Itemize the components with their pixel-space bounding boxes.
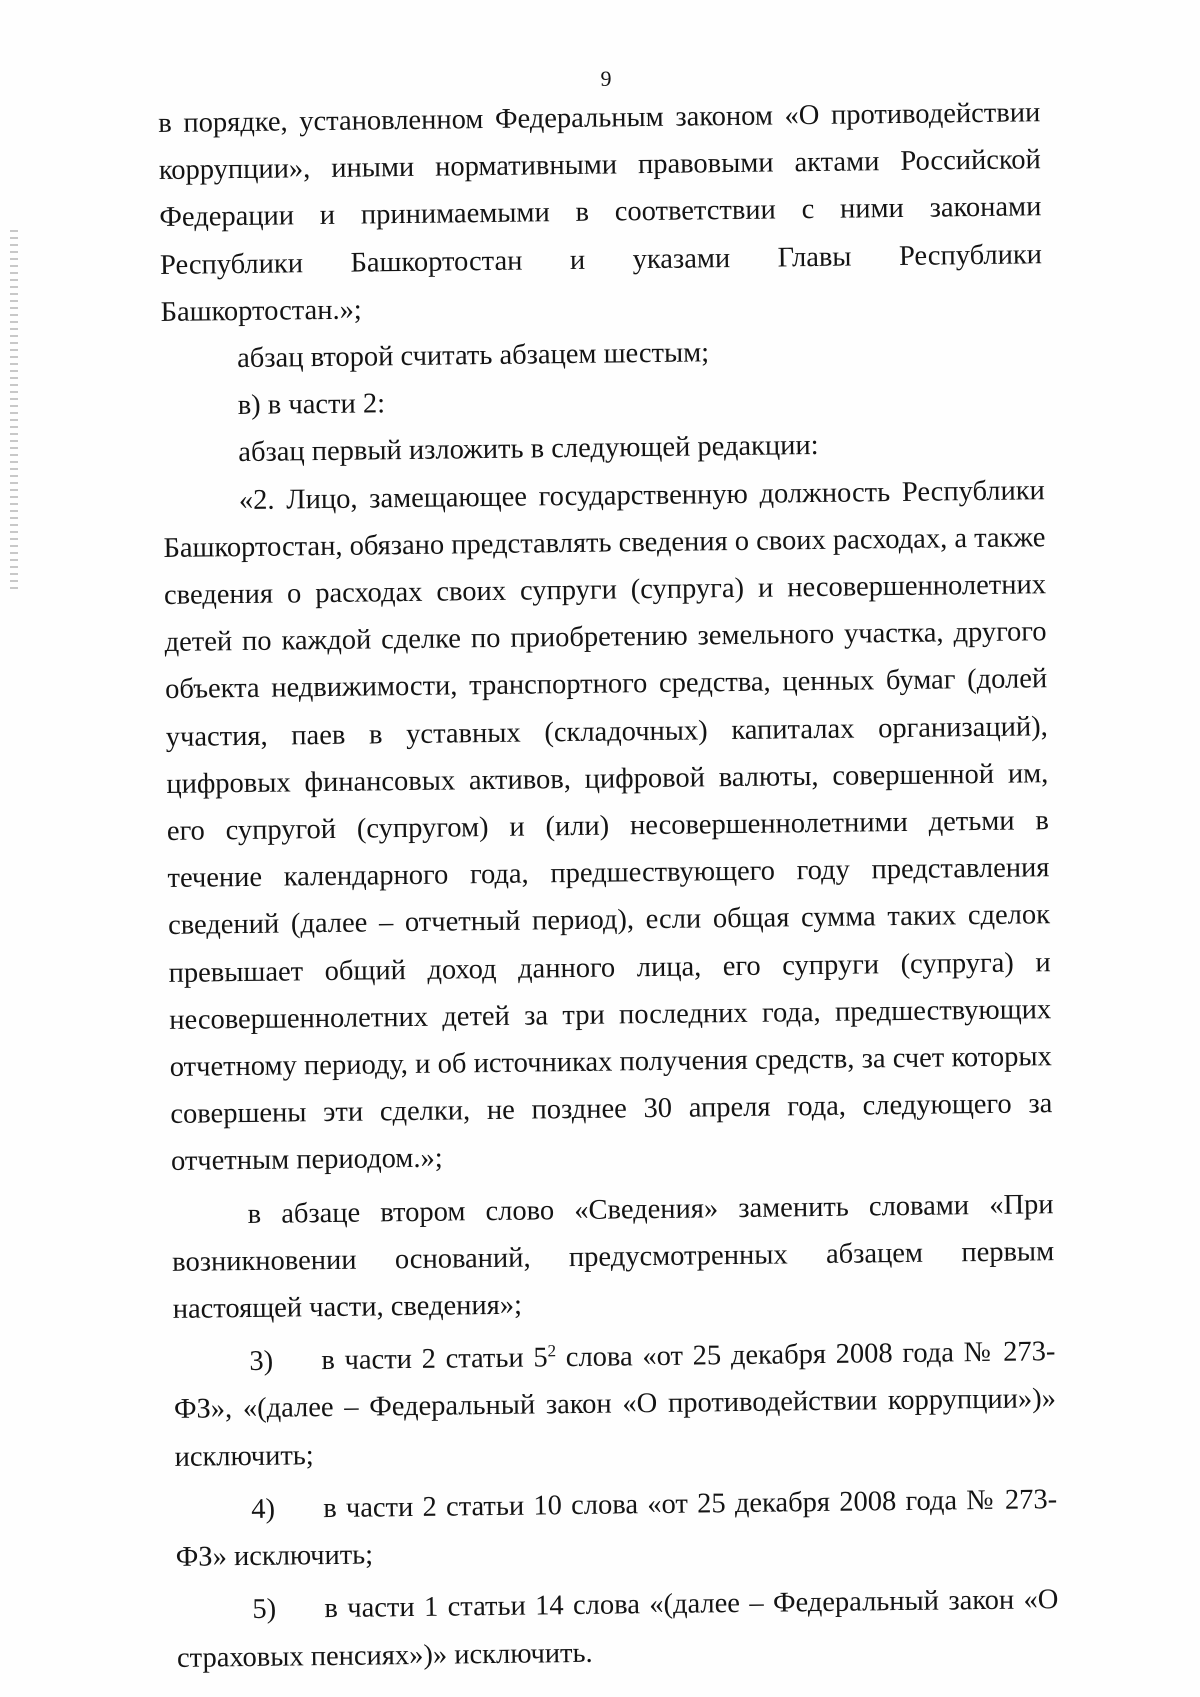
list-item-4 <box>175 1476 1058 1581</box>
paragraph-v-chasti-2: в) в части 2: <box>237 388 386 422</box>
paragraph-abzac-vtoroy: абзац второй считать абзацем шестым; <box>236 337 710 375</box>
list-item-text: в части 1 статьи 14 слова «(далее – Федеральный закон «О страховых пенсиях»)» исключить. <box>176 1584 1059 1674</box>
list-item-text: в части 2 статьи 5 <box>321 1342 548 1377</box>
list-item-number: 5) <box>252 1593 277 1626</box>
list-item-5 <box>176 1576 1059 1681</box>
superscript: 2 <box>547 1341 557 1361</box>
paragraph-abzac-vtorom: в абзаце втором слово «Сведения» заменить словами «При возникновении оснований, предусмотренных абзацем первым настоящей части, сведения»; <box>172 1188 1055 1325</box>
scan-edge-artifact <box>10 230 18 590</box>
paragraph-quoted-part-2: «2. Лицо, замещающее государственную должность Республики Башкортостан, обязано представлять сведения о своих расходах, а также сведения о расходах своих супруги (супруга) и несовершеннолетних детей по каждой сделке по приобретению земельного участка, другого объекта недвижимости, транспортного средства, ценных бумаг (долей участия, паев в уставных (складочных) капиталах организаций), цифровых финансовых активов, цифровой валюты, совершенной им, его супругой (супругом) и (или) несовершеннолетними детьми в течение календарного года, предшествующего году представления сведений (далее – отчетный период), если общая сумма таких сделок превышает общий доход данного лица, его супруги (супруга) и несовершеннолетних детей за три последних года, предшествующих отчетному периоду, и об источниках получения средств, за счет которых совершены эти сделки, не позднее 30 апреля года, следующего за отчетным периодом.»; <box>163 474 1053 1178</box>
list-item-number: 4) <box>251 1493 276 1525</box>
document-body <box>158 89 1059 1681</box>
list-item-number: 3) <box>249 1345 274 1378</box>
paragraph-continuation: в порядке, установленном Федеральным законом «О противодействии коррупции», иными нормативными правовыми актами Российской Федерации и принимаемыми в соответствии с ними законами Республики Башкортостан и указами Главы Республики Башкортостан.»; <box>158 97 1043 328</box>
list-item-text-continued: слова «от 25 декабря 2008 года № 273-ФЗ», «(далее – Федеральный закон «О противодействии коррупции»)» исключить; <box>173 1336 1057 1473</box>
page-number: 9 <box>600 66 612 91</box>
list-item-3 <box>173 1328 1057 1480</box>
paragraph-abzac-perviy: абзац первый изложить в следующей редакции: <box>238 430 819 469</box>
list-item-text: в части 2 статьи 10 слова «от 25 декабря 2008 года № 273-ФЗ» исключить; <box>175 1484 1058 1573</box>
